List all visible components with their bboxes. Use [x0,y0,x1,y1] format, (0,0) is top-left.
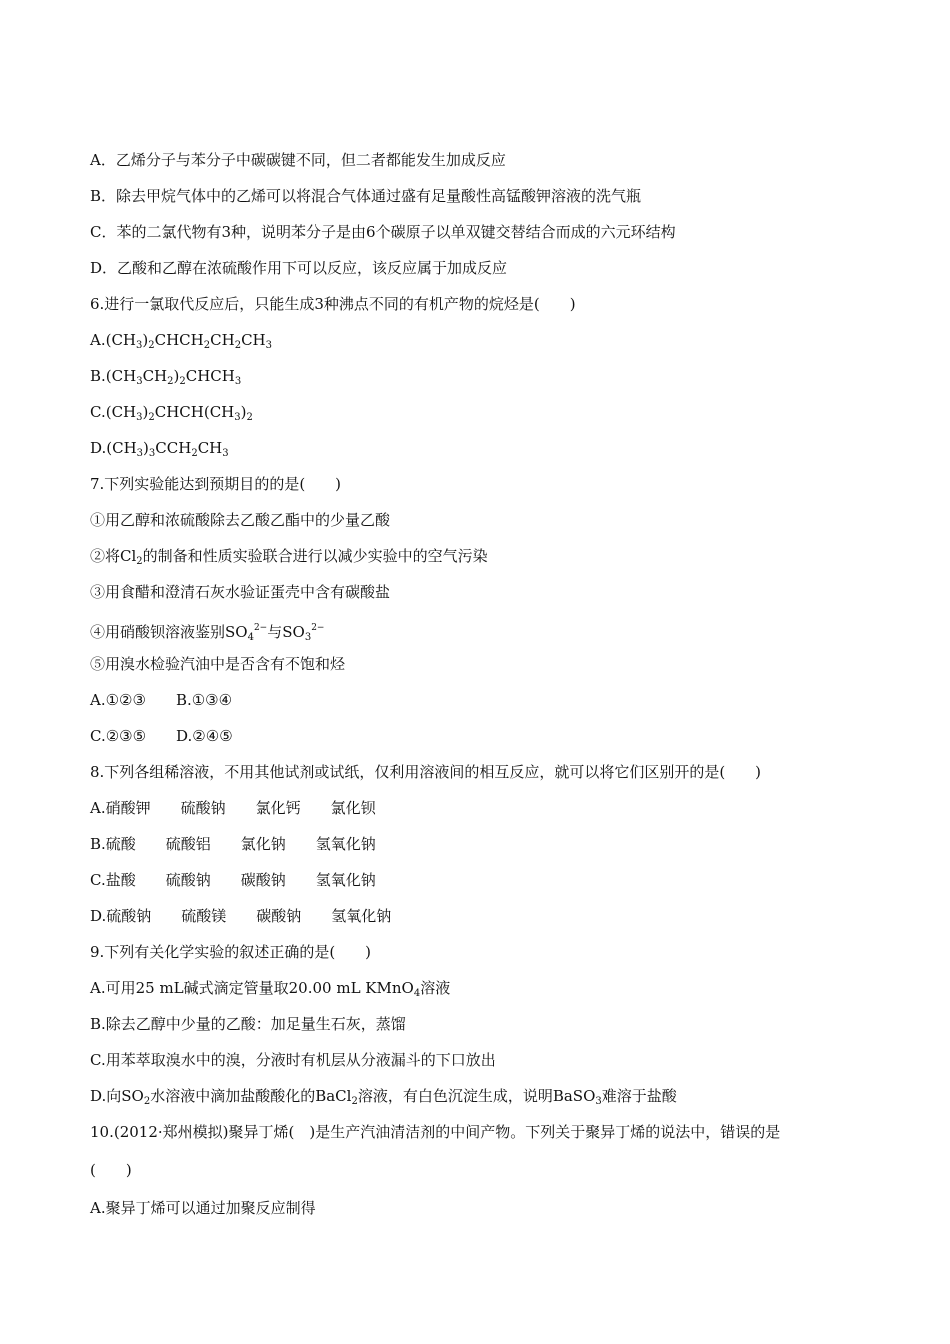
q7-item-2: ②将$Cl_2$的制备和性质实验联合进行以减少实验中的空气污染 [90,547,488,567]
q7-item-1: ①用乙醇和浓硫酸除去乙酸乙酯中的少量乙酸 [90,511,391,529]
q10-paren: ( ) [90,1161,132,1179]
q8-option-a: A.硝酸钾 硫酸钠 氯化钙 氯化钡 [90,799,376,817]
q9-option-a: A.可用25 mL碱式滴定管量取20.00 mL KMnO$_4$溶液 [90,979,451,999]
option-b-line: B．除去甲烷气体中的乙烯可以将混合气体通过盛有足量酸性高锰酸钾溶液的洗气瓶 [90,187,642,205]
q6-option-c: $C.(CH_3)_2CHCH(CH_3)_2$ [90,403,253,423]
q8-option-d: D.硫酸钠 硫酸镁 碳酸钠 氢氧化钠 [90,907,392,925]
q7-options-ab: A.①②③ B.①③④ [90,691,233,709]
q9-option-b: B.除去乙醇中少量的乙酸：加足量生石灰，蒸馏 [90,1015,406,1033]
q6-option-a: $A.(CH_3)_2CHCH_2CH_2CH_3$ [90,331,272,351]
q7-item-3: ③用食醋和澄清石灰水验证蛋壳中含有碳酸盐 [90,583,391,601]
option-c-line: C．苯的二氯代物有3种，说明苯分子是由6个碳原子以单双键交替结合而成的六元环结构 [90,223,676,241]
q9-option-c: C.用苯萃取溴水中的溴，分液时有机层从分液漏斗的下口放出 [90,1051,496,1069]
option-a-line: A．乙烯分子与苯分子中碳碳键不同，但二者都能发生加成反应 [90,151,506,169]
q10-option-a: A.聚异丁烯可以通过加聚反应制得 [90,1199,316,1217]
question-8: 8.下列各组稀溶液，不用其他试剂或试纸，仅利用溶液间的相互反应，就可以将它们区别开的是( ) [90,763,762,781]
q8-option-b: B.硫酸 硫酸铝 氯化钠 氢氧化钠 [90,835,376,853]
option-d-line: D．乙酸和乙醇在浓硫酸作用下可以反应，该反应属于加成反应 [90,259,508,277]
question-10: 10.(2012·郑州模拟)聚异丁烯( )是生产汽油清洁剂的中间产物。下列关于聚异丁烯的说法中，错误的是 [90,1123,781,1141]
q6-option-d: $D.(CH_3)_3CCH_2CH_3$ [90,439,229,459]
question-7: 7.下列实验能达到预期目的的是( ) [90,475,342,493]
q8-option-c: C.盐酸 硫酸钠 碳酸钠 氢氧化钠 [90,871,376,889]
q7-options-cd: C.②③⑤ D.②④⑤ [90,727,233,745]
q7-item-4: ④用硝酸钡溶液鉴别$SO_4^{2-}$与$SO_3^{2-}$ [90,623,325,643]
question-6: 6.进行一氯取代反应后，只能生成3种沸点不同的有机产物的烷烃是( ) [90,295,576,313]
q6-option-b: $B.(CH_3CH_2)_2CHCH_3$ [90,367,242,387]
q7-item-5: ⑤用溴水检验汽油中是否含有不饱和烃 [90,655,346,673]
question-9: 9.下列有关化学实验的叙述正确的是( ) [90,943,372,961]
q9-option-d: D.向$SO_2$水溶液中滴加盐酸酸化的BaCl$_2$溶液，有白色沉淀生成，说明BaSO$_3$难溶于盐酸 [90,1087,677,1107]
